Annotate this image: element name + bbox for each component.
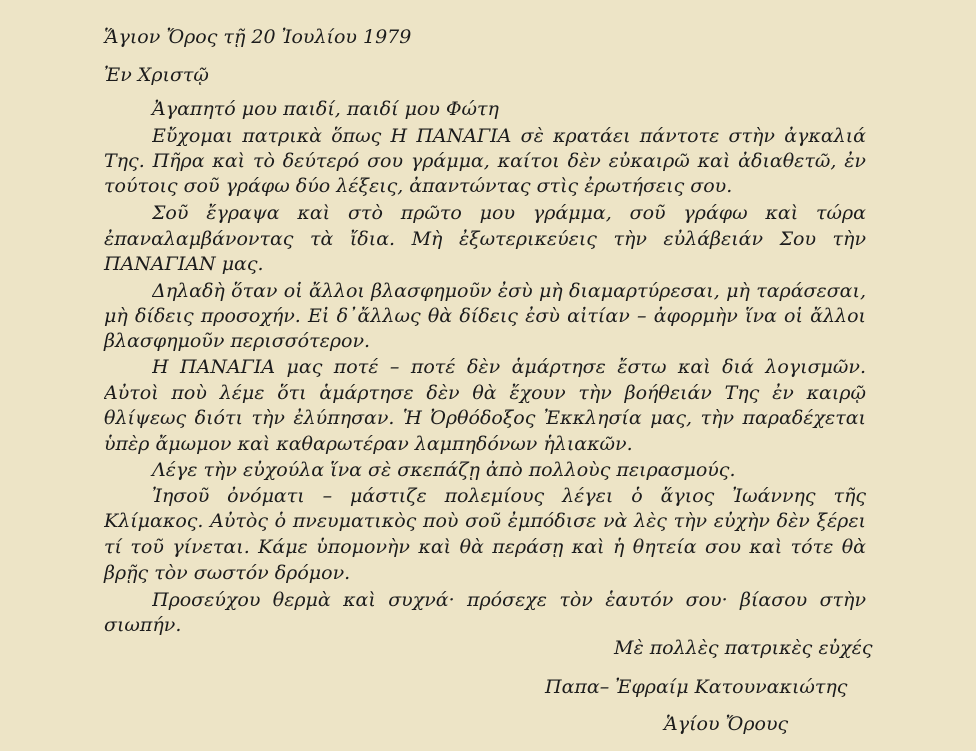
greeting: Ἀγαπητό μου παιδί, παιδί μου Φώτη (152, 98, 499, 120)
closing: Μὲ πολλὲς πατρικὲς εὐχές (614, 637, 873, 659)
letter-line: Αὐτοὶ ποὺ λέμε ὅτι ἁμάρτησε δὲν θὰ ἔχουν τὴν βοήθειάν Της ἐν καιρῷ (104, 382, 866, 404)
letter-line: Η ΠΑΝΑΓΙΑ μας ποτέ – ποτέ δὲν ἁμάρτησε ἔστω καὶ διά λογισμῶν. (152, 356, 866, 378)
letter-line: θλίψεως διότι τὴν ἐλύπησαν. Ἡ Ὀρθόδοξος Ἐκκλησία μας, τὴν παραδέχεται (104, 407, 866, 429)
letter-line: σιωπήν. (104, 614, 182, 636)
letter-line: ἐπαναλαμβάνοντας τὰ ἴδια. Μὴ ἐξωτερικεύεις τὴν εὐλάβειάν Σου τὴν (104, 228, 866, 250)
date-line: Ἅγιον Ὄρος τῇ 20 Ἰουλίου 1979 (104, 26, 412, 48)
letter-line: Προσεύχου θερμὰ καὶ συχνά· πρόσεχε τὸν ἑαυτόν σου· βίασου στὴν (152, 589, 866, 611)
letter-line: ὑπὲρ ἄμωμον καὶ καθαρωτέραν λαμπηδόνων ἡλιακῶν. (104, 433, 633, 455)
letter-line: βρῇς τὸν σωστόν δρόμον. (104, 562, 351, 584)
letter-line: ΠΑΝΑΓΙΑΝ μας. (104, 253, 264, 275)
letter-line: Κλίμακος. Αὐτὸς ὁ πνευματικὸς ποὺ σοῦ ἐμπόδισε νὰ λὲς τὴν εὐχὴν δὲν ξέρει (104, 510, 866, 532)
place: Ἁγίου Ὄρους (664, 713, 789, 735)
letter-line: τί τοῦ γίνεται. Κάμε ὑπομονὴν καὶ θὰ περάσῃ καὶ ἡ θητεία σου καὶ τότε θὰ (104, 536, 866, 558)
letter-line: Ἰησοῦ ὀνόματι – μάστιζε πολεμίους λέγει ὁ ἅγιος Ἰωάννης τῆς (152, 485, 866, 507)
letter-line: Δηλαδὴ ὅταν οἱ ἄλλοι βλασφημοῦν ἐσὺ μὴ διαμαρτύρεσαι, μὴ ταράσεσαι, (152, 280, 866, 302)
salutation: Ἐν Χριστῷ (104, 64, 209, 86)
letter-line: Εὔχομαι πατρικὰ ὅπως Η ΠΑΝΑΓΙΑ σὲ κρατάει πάντοτε στὴν ἀγκαλιά (152, 125, 866, 147)
letter-line: τούτοις σοῦ γράφω δύο λέξεις, ἀπαντώντας στὶς ἐρωτήσεις σου. (104, 175, 733, 197)
letter-line: Σοῦ ἔγραψα καὶ στὸ πρῶτο μου γράμμα, σοῦ γράφω καὶ τώρα (152, 202, 866, 224)
letter-line: μὴ δίδεις προσοχήν. Εἰ δ᾽ἄλλως θὰ δίδεις ἐσὺ αἰτίαν – ἀφορμὴν ἵνα οἱ ἄλλοι (104, 305, 866, 327)
letter-line: βλασφημοῦν περισσότερον. (104, 330, 371, 352)
signature: Παπα– Ἐφραίμ Κατουνακιώτης (545, 676, 848, 698)
letter-line: Της. Πῆρα καὶ τὸ δεύτερό σου γράμμα, καίτοι δὲν εὐκαιρῶ καὶ ἀδιαθετῶ, ἐν (104, 150, 866, 172)
letter-line: Λέγε τὴν εὐχούλα ἵνα σὲ σκεπάζῃ ἀπὸ πολλοὺς πειρασμούς. (152, 459, 736, 481)
